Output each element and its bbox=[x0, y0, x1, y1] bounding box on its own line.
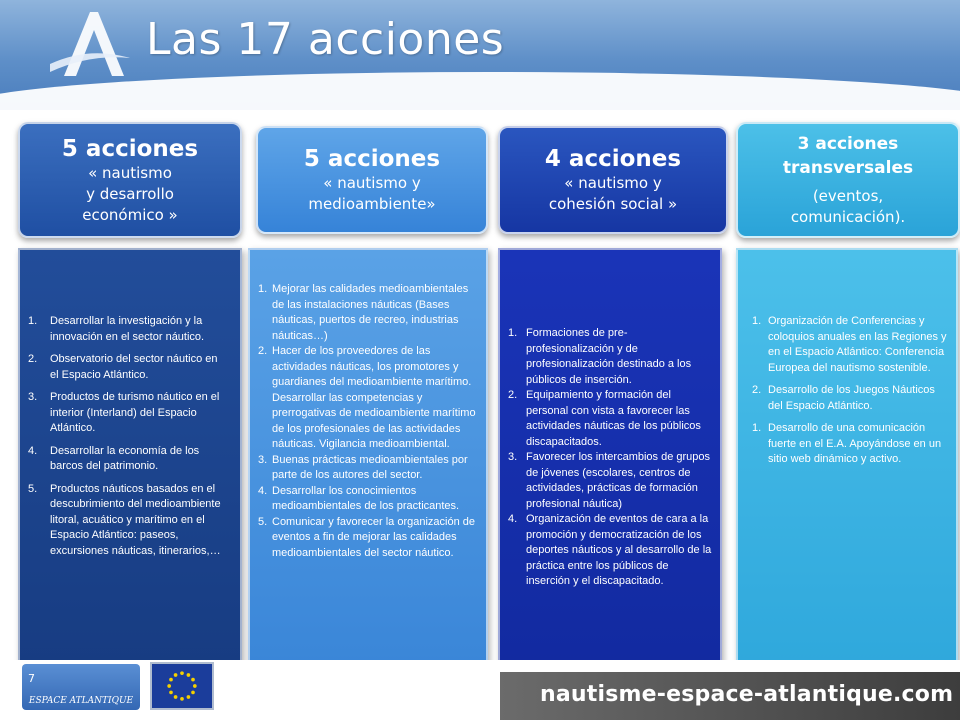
actions-column-medioambiente bbox=[248, 248, 488, 668]
item-number: 2. bbox=[258, 345, 268, 357]
pill-nautismo-cohesion bbox=[498, 126, 728, 234]
item-number: 4. bbox=[258, 484, 268, 497]
list-item bbox=[508, 450, 712, 512]
pill-subtitle-1: « nautismo bbox=[88, 163, 172, 182]
item-text: Mejorar las calidades medioambientales de las instalaciones náuticas (Bases náuticas, puertos de recreo, industrias náuticas…) bbox=[272, 283, 469, 342]
item-number: 2. bbox=[752, 384, 762, 396]
list-item bbox=[258, 515, 480, 562]
item-text: Desarrollar la investigación y la innovación en el sector náutico. bbox=[50, 315, 205, 343]
item-text: Buenas prácticas medioambientales por parte de los autores del sector. bbox=[272, 453, 468, 481]
header-swoosh bbox=[0, 72, 960, 110]
list-item bbox=[28, 482, 228, 560]
item-number: 2. bbox=[28, 353, 38, 365]
pill-nautismo-medioambiente bbox=[256, 126, 488, 234]
pill-subtitle-2: y desarrollo bbox=[86, 184, 174, 203]
item-number: 5. bbox=[258, 515, 268, 528]
item-text: Productos de turismo náutico en el interior (Interland) del Espacio Atlántico. bbox=[50, 391, 220, 434]
list-item bbox=[28, 352, 228, 383]
pill-heading: 5 acciones bbox=[303, 146, 441, 172]
item-text: Observatorio del sector náutico en el Espacio Atlántico. bbox=[50, 353, 218, 381]
pill-transversales bbox=[736, 122, 960, 238]
logo-text: ESPACE ATLANTIQUE bbox=[28, 696, 134, 706]
item-text: Favorecer los intercambios de grupos de jóvenes (escolares, centros de actividades, prácticas de formación profesional náutica) bbox=[526, 451, 711, 510]
actions-column-cohesion bbox=[498, 248, 722, 668]
list-item bbox=[752, 314, 952, 376]
espace-atlantique-logo bbox=[22, 664, 140, 710]
item-number: 3. bbox=[258, 453, 268, 466]
website-url[interactable]: nautisme-espace-atlantique.com bbox=[540, 682, 954, 707]
item-number: 5. bbox=[28, 482, 38, 495]
header-banner bbox=[0, 0, 960, 110]
list-item bbox=[258, 282, 480, 344]
pill-nautismo-desarrollo bbox=[18, 122, 242, 238]
list-item bbox=[28, 390, 228, 437]
item-text: Equipamiento y formación del personal con vista a favorecer las actividades náuticas de los públicos discapacitados. bbox=[526, 389, 701, 448]
list-item bbox=[258, 484, 480, 515]
actions-column-economico bbox=[18, 248, 242, 668]
pill-heading-2: transversales bbox=[782, 158, 914, 178]
item-text: Productos náuticos basados en el descubrimiento del medioambiente litoral, acuático y marítimo en el Espacio Atlántico: paseos, excursiones náuticas, itinerarios,… bbox=[50, 482, 221, 557]
list-item bbox=[752, 383, 952, 414]
pill-subtitle-1: « nautismo y bbox=[323, 174, 421, 192]
list-item bbox=[752, 421, 952, 468]
pill-subtitle-1: « nautismo y bbox=[564, 174, 662, 192]
item-text: Hacer de los proveedores de las actividades náuticas, los promotores y guardianes del medioambiente marítimo. Desarrollar las competencias y prerrogativas de medioambiente marítimo de los profesionales de las actividades náuticas. Vigilancia medioambiental. bbox=[272, 345, 476, 450]
item-text: Desarrollo de los Juegos Náuticos del Espacio Atlántico. bbox=[768, 384, 935, 412]
item-number: 1. bbox=[752, 422, 762, 434]
page-number: 7 bbox=[28, 672, 35, 685]
pill-subtitle-3: económico » bbox=[82, 205, 178, 224]
pill-subtitle-1: (eventos, bbox=[812, 187, 884, 205]
item-number: 1. bbox=[258, 283, 268, 295]
item-text: Formaciones de pre-profesionalización y de profesionalización destinado a los públicos de inserción. bbox=[526, 327, 692, 386]
list-item bbox=[258, 344, 480, 453]
item-text: Organización de Conferencias y coloquios anuales en las Regiones y en el Espacio Atlántico: Conferencia Europea del nautismo sostenible. bbox=[768, 315, 947, 374]
actions-column-transversales bbox=[736, 248, 958, 668]
atlantic-a-logo-icon bbox=[44, 6, 134, 86]
item-number: 1. bbox=[508, 327, 518, 339]
list-item bbox=[28, 444, 228, 475]
item-number: 4. bbox=[508, 513, 518, 525]
list-item bbox=[258, 453, 480, 484]
list-item bbox=[508, 388, 712, 450]
pill-heading: 5 acciones bbox=[61, 135, 199, 162]
pill-heading-1: 3 acciones bbox=[797, 134, 899, 154]
pill-heading: 4 acciones bbox=[544, 146, 682, 172]
item-text: Desarrollar los conocimientos medioambientales de los practicantes. bbox=[272, 484, 460, 512]
eu-flag-icon bbox=[150, 662, 214, 710]
page-title: Las 17 acciones bbox=[146, 14, 505, 65]
list-item bbox=[508, 512, 712, 590]
actions-list bbox=[508, 326, 712, 590]
pill-subtitle-2: medioambiente» bbox=[308, 195, 436, 213]
item-number: 3. bbox=[28, 391, 38, 403]
item-number: 1. bbox=[28, 315, 38, 327]
list-item bbox=[28, 314, 228, 345]
item-number: 2. bbox=[508, 389, 518, 401]
item-text: Desarrollar la economía de los barcos del patrimonio. bbox=[50, 444, 200, 472]
pill-subtitle-2: cohesión social » bbox=[548, 195, 678, 213]
item-text: Organización de eventos de cara a la promoción y democratización de los deportes náuticos y al desarrollo de la práctica entre los públicos de inserción y el discapacitado. bbox=[526, 513, 712, 587]
item-number: 1. bbox=[752, 315, 762, 327]
item-number: 3. bbox=[508, 451, 518, 463]
list-item bbox=[508, 326, 712, 388]
actions-list bbox=[258, 282, 480, 561]
item-text: Desarrollo de una comunicación fuerte en el E.A. Apoyándose en un sitio web dinámico y activo. bbox=[768, 422, 942, 465]
actions-list bbox=[28, 314, 228, 566]
item-text: Comunicar y favorecer la organización de eventos a fin de mejorar las calidades medioambientales del sector náutico. bbox=[272, 515, 475, 559]
pill-subtitle-2: comunicación). bbox=[790, 208, 906, 226]
item-number: 4. bbox=[28, 444, 38, 457]
actions-list bbox=[752, 314, 952, 475]
